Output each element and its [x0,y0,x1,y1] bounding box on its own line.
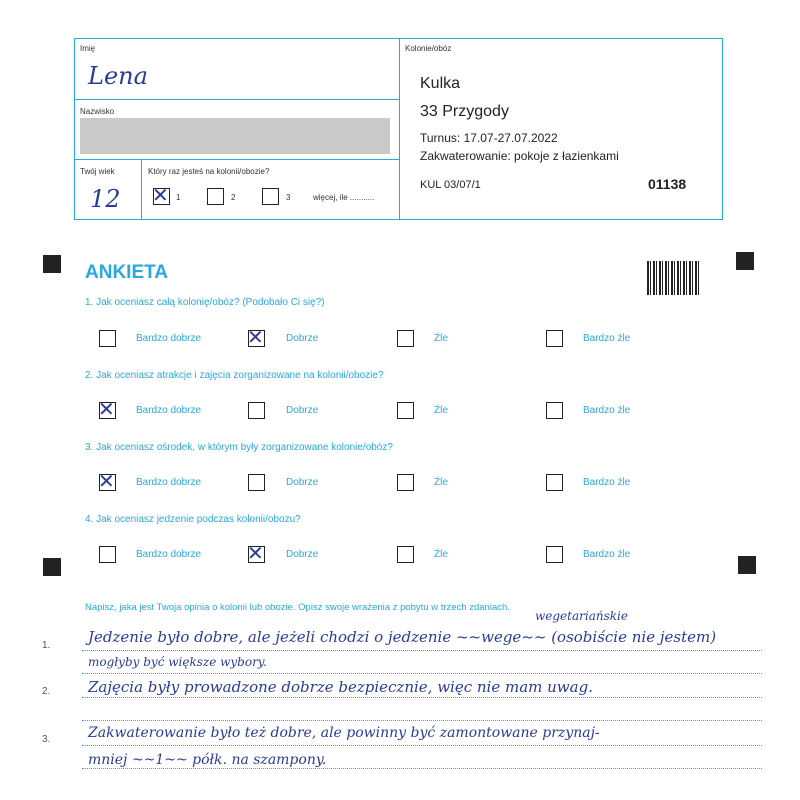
question-1: 1. Jak oceniasz całą kolonię/obóz? (Podobało Ci się?) [85,297,325,308]
times-1-label: 1 [176,193,181,202]
q3-bardzo-zle-checkbox[interactable] [546,474,563,491]
surname-redaction [80,118,390,154]
times-more-label: więcej, ile ........... [313,193,375,202]
times-2-checkbox[interactable] [207,188,224,205]
divider-age [141,159,142,220]
age-label: Twój wiek [80,167,115,176]
barcode [647,261,701,295]
q1-dobrze-label: Dobrze [286,333,319,344]
survey-title: ANKIETA [85,262,169,283]
divider-name [74,99,400,100]
q3-dobrze-label: Dobrze [286,477,319,488]
answer-line [82,650,762,651]
times-label: Który raz jesteś na kolonii/obozie? [148,167,270,176]
camp-program: 33 Przygody [420,103,509,120]
corner-marker-mid-right [738,556,756,574]
q1-bardzo-zle-checkbox[interactable] [546,330,563,347]
age-value: 12 [90,185,121,213]
q3-zle-label: Źle [434,477,448,488]
camp-info-box [399,38,723,220]
q1-bardzo-dobrze-checkbox[interactable] [99,330,116,347]
answer-line [82,697,762,698]
surname-label: Nazwisko [80,107,115,116]
answer-line [82,745,762,746]
handwritten-insert: wegetariańskie [535,609,628,623]
camp-name: Kulka [420,75,461,92]
question-3: 3. Jak oceniasz ośrodek, w którym były zorganizowane kolonie/obóz? [85,442,393,453]
q2-zle-label: Źle [434,405,448,416]
q2-bardzo-dobrze-checkbox[interactable] [99,402,116,419]
q1-bardzo-dobrze-label: Bardzo dobrze [136,333,202,344]
q1-zle-checkbox[interactable] [397,330,414,347]
q2-bardzo-dobrze-label: Bardzo dobrze [136,405,202,416]
q3-bardzo-dobrze-checkbox[interactable] [99,474,116,491]
form-number: 01138 [648,176,687,192]
q2-dobrze-label: Dobrze [286,405,319,416]
q2-bardzo-zle-label: Bardzo źle [583,405,631,416]
handwritten-line-3b: mniej ~~1~~ półk. na szampony. [88,752,327,768]
q4-zle-checkbox[interactable] [397,546,414,563]
q1-bardzo-zle-label: Bardzo źle [583,333,631,344]
q4-dobrze-checkbox[interactable] [248,546,265,563]
corner-marker-top-left [43,255,61,273]
name-value: Lena [88,62,148,90]
camp-code: KUL 03/07/1 [420,179,481,191]
handwritten-line-1b: mogłyby być większe wybory. [88,655,267,669]
line-number-2: 2. [42,686,51,697]
q2-bardzo-zle-checkbox[interactable] [546,402,563,419]
handwritten-line-2: Zajęcia były prowadzone dobrze bezpiecznie, więc nie mam uwag. [88,678,593,696]
answer-line [82,768,762,769]
question-2: 2. Jak oceniasz atrakcje i zajęcia zorganizowane na kolonii/obozie? [85,370,384,381]
turnus: Turnus: 17.07-27.07.2022 [420,131,558,145]
accommodation: Zakwaterowanie: pokoje z łazienkami [420,149,619,163]
line-number-1: 1. [42,640,51,651]
q1-zle-label: Źle [434,333,448,344]
q4-dobrze-label: Dobrze [286,549,319,560]
q4-bardzo-zle-label: Bardzo źle [583,549,631,560]
camp-label: Kolonie/obóz [405,44,452,53]
answer-line [82,673,762,674]
times-2-label: 2 [231,193,236,202]
q4-bardzo-dobrze-checkbox[interactable] [99,546,116,563]
handwritten-line-1: Jedzenie było dobre, ale jeżeli chodzi o jedzenie ~~wege~~ (osobiście nie jestem) [88,628,717,646]
line-number-3: 3. [42,734,51,745]
q2-zle-checkbox[interactable] [397,402,414,419]
q4-bardzo-zle-checkbox[interactable] [546,546,563,563]
q3-dobrze-checkbox[interactable] [248,474,265,491]
name-label: Imię [80,44,96,53]
times-3-label: 3 [286,193,291,202]
divider-surname [74,159,400,160]
q4-zle-label: Źle [434,549,448,560]
q3-bardzo-dobrze-label: Bardzo dobrze [136,477,202,488]
answer-line [82,720,762,721]
question-4: 4. Jak oceniasz jedzenie podczas kolonii/obozu? [85,514,301,525]
times-3-checkbox[interactable] [262,188,279,205]
q4-bardzo-dobrze-label: Bardzo dobrze [136,549,202,560]
q3-bardzo-zle-label: Bardzo źle [583,477,631,488]
times-1-checkbox[interactable] [153,188,170,205]
q1-dobrze-checkbox[interactable] [248,330,265,347]
handwritten-line-3: Zakwaterowanie było też dobre, ale powinny być zamontowane przynaj- [88,725,600,741]
corner-marker-mid-left [43,558,61,576]
q2-dobrze-checkbox[interactable] [248,402,265,419]
corner-marker-top-right [736,252,754,270]
q3-zle-checkbox[interactable] [397,474,414,491]
opinion-prompt: Napisz, jaka jest Twoja opinia o kolonii lub obozie. Opisz swoje wrażenia z pobytu w trzech zdaniach. [85,602,510,613]
